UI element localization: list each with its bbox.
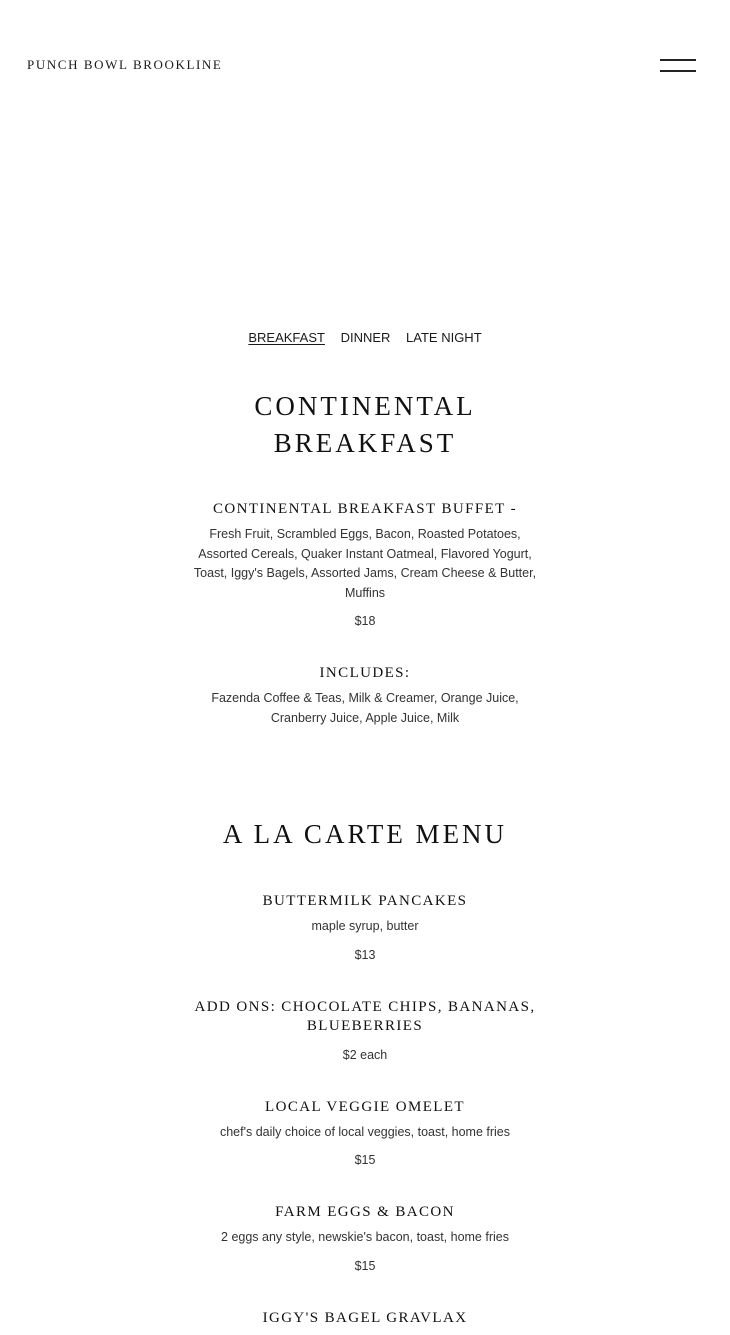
item-price-add-ons: $2 each <box>342 1048 388 1062</box>
brand-logo[interactable]: PUNCH BOWL BROOKLINE <box>27 57 223 72</box>
section-title-a-la-carte: A LA CARTE MENU <box>222 819 508 849</box>
item-price-eggs-bacon: $15 <box>354 1259 376 1273</box>
item-desc-buffet <box>175 525 555 603</box>
item-name-add-ons <box>175 998 555 1036</box>
item-desc-pancakes: maple syrup, butter <box>311 919 419 933</box>
item-name-eggs-bacon: FARM EGGS & BACON <box>275 1204 455 1220</box>
item-name-includes: INCLUDES: <box>319 665 411 681</box>
item-name-gravlax: IGGY'S BAGEL GRAVLAX <box>262 1310 468 1326</box>
section-title-line: CONTINENTAL <box>254 391 476 421</box>
section-title-line: BREAKFAST <box>273 428 457 458</box>
name-line: BLUEBERRIES <box>306 1018 424 1034</box>
menu-bar-top <box>660 59 696 61</box>
menu-tabs <box>0 330 730 345</box>
item-desc-includes <box>175 689 555 728</box>
item-price-pancakes: $13 <box>354 948 376 962</box>
tab-late-night[interactable]: LATE NIGHT <box>406 330 482 345</box>
item-name-omelet: LOCAL VEGGIE OMELET <box>265 1099 465 1115</box>
desc-line: Fresh Fruit, Scrambled Eggs, Bacon, Roasted Potatoes, <box>209 527 521 541</box>
item-name-pancakes: BUTTERMILK PANCAKES <box>262 893 468 909</box>
menu-bar-bottom <box>660 70 696 72</box>
desc-line: Assorted Cereals, Quaker Instant Oatmeal, Flavored Yogurt, <box>198 546 532 561</box>
section-title-continental <box>0 388 730 462</box>
desc-line: Cranberry Juice, Apple Juice, Milk <box>270 710 460 725</box>
item-desc-eggs-bacon: 2 eggs any style, newskie's bacon, toast, home fries <box>221 1230 509 1244</box>
item-desc-omelet: chef's daily choice of local veggies, toast, home fries <box>219 1125 511 1139</box>
name-line: ADD ONS: CHOCOLATE CHIPS, BANANAS, <box>194 999 536 1015</box>
item-price-buffet: $18 <box>354 614 376 628</box>
item-price-omelet: $15 <box>354 1153 376 1167</box>
desc-line: Toast, Iggy's Bagels, Assorted Jams, Cream Cheese & Butter, <box>193 566 537 580</box>
site-header <box>0 0 730 130</box>
item-name-buffet: CONTINENTAL BREAKFAST BUFFET - <box>212 501 517 517</box>
tab-breakfast[interactable]: BREAKFAST <box>248 330 325 345</box>
tab-dinner[interactable]: DINNER <box>340 330 391 345</box>
desc-line: Muffins <box>344 585 386 600</box>
hamburger-menu-icon[interactable] <box>660 56 698 76</box>
desc-line: Fazenda Coffee & Teas, Milk & Creamer, Orange Juice, <box>211 691 519 705</box>
